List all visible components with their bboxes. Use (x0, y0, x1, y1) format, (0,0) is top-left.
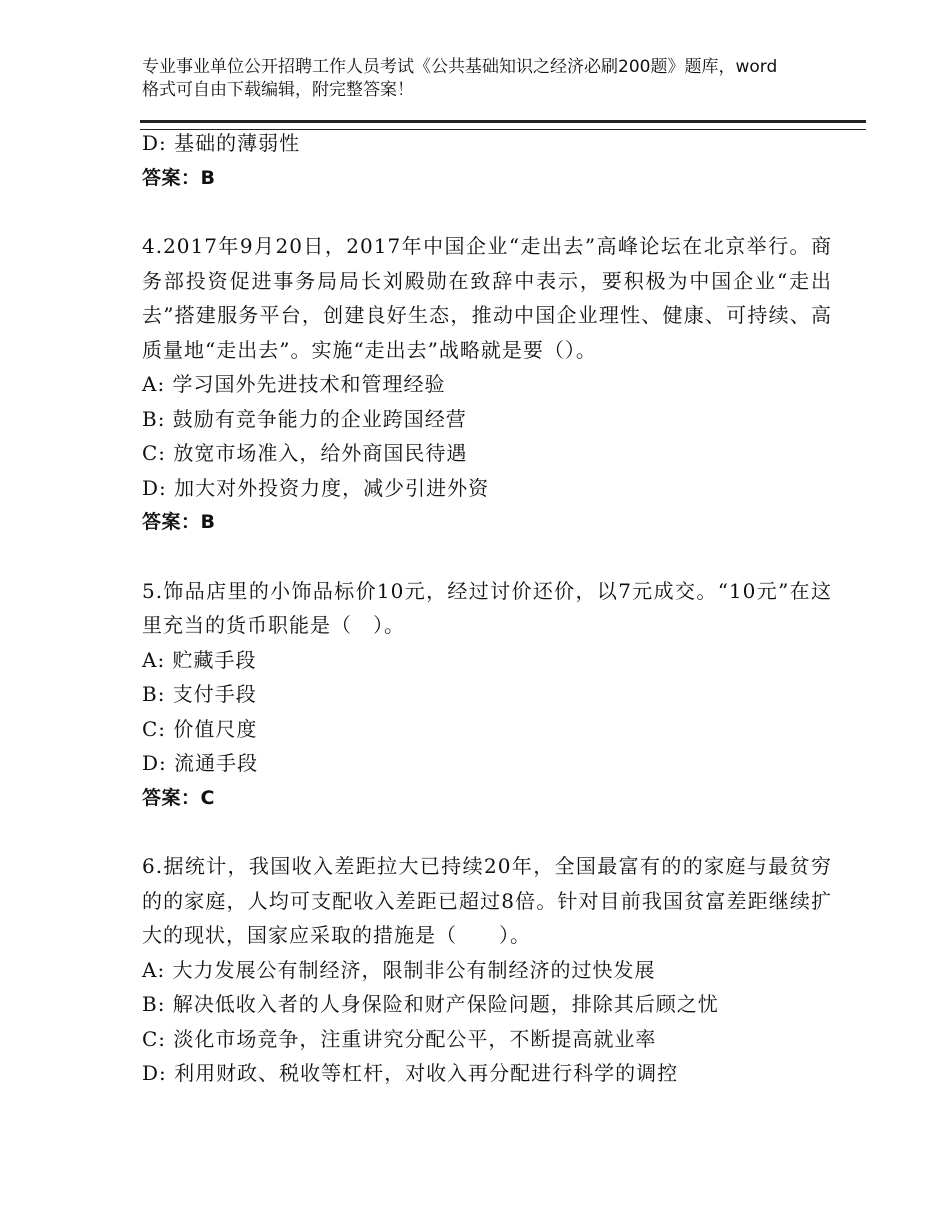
spacer (142, 195, 832, 229)
question-5-answer: 答案：C (142, 786, 215, 809)
question-4-text: 4.2017年9月20日，2017年中国企业“走出去”高峰论坛在北京举行。商务部投资促进事务局局长刘殿勋在致辞中表示，要积极为中国企业“走出去”搭建服务平台，创建良好生态，推动中国企业理性、健康、可持续、高质量地“走出去”。实施“走出去”战略就是要（）。 (142, 234, 832, 362)
question-5-option-c: C: 价值尺度 (142, 716, 258, 741)
question-5-option-d: D: 流通手段 (142, 751, 259, 775)
page-header: 专业事业单位公开招聘工作人员考试《公共基础知识之经济必刷200题》题库，word格式可自由下载编辑，附完整答案！ (142, 57, 778, 100)
spacer (142, 815, 832, 849)
answer-line: 答案：B (142, 166, 216, 189)
question-5-text: 5.饰品店里的小饰品标价10元，经过讨价还价，以7元成交。“10元”在这里充当的货币职能是（ ）。 (142, 578, 832, 637)
question-6-option-d: D: 利用财政、税收等杠杆，对收入再分配进行科学的调控 (142, 1061, 679, 1085)
question-4-answer: 答案：B (142, 511, 216, 533)
option-d: D: 基础的薄弱性 (142, 131, 301, 155)
question-4-option-b: B: 鼓励有竞争能力的企业跨国经营 (142, 406, 467, 431)
question-content (142, 126, 832, 1091)
question-4-option-c: C: 放宽市场准入，给外商国民待遇 (142, 441, 468, 465)
question-6-option-b: B: 解决低收入者的人身保险和财产保险问题，排除其后顾之忧 (142, 992, 719, 1016)
question-5-option-a: A: 贮藏手段 (142, 647, 257, 672)
question-5-option-b: B: 支付手段 (142, 682, 257, 706)
question-6-text: 6.据统计，我国收入差距拉大已持续20年，全国最富有的的家庭与最贫穷的的家庭，人均可支配收入差距已超过8倍。针对目前我国贫富差距继续扩大的现状，国家应采取的措施是（ ）。 (142, 854, 832, 947)
question-6-option-c: C: 淡化市场竞争，注重讲究分配公平，不断提高就业率 (142, 1026, 657, 1051)
question-4-option-d: D: 加大对外投资力度，减少引进外资 (142, 475, 490, 500)
spacer (142, 540, 832, 574)
question-4-option-a: A: 学习国外先进技术和管理经验 (142, 372, 446, 396)
question-6-option-a: A: 大力发展公有制经济，限制非公有制经济的过快发展 (142, 957, 656, 982)
